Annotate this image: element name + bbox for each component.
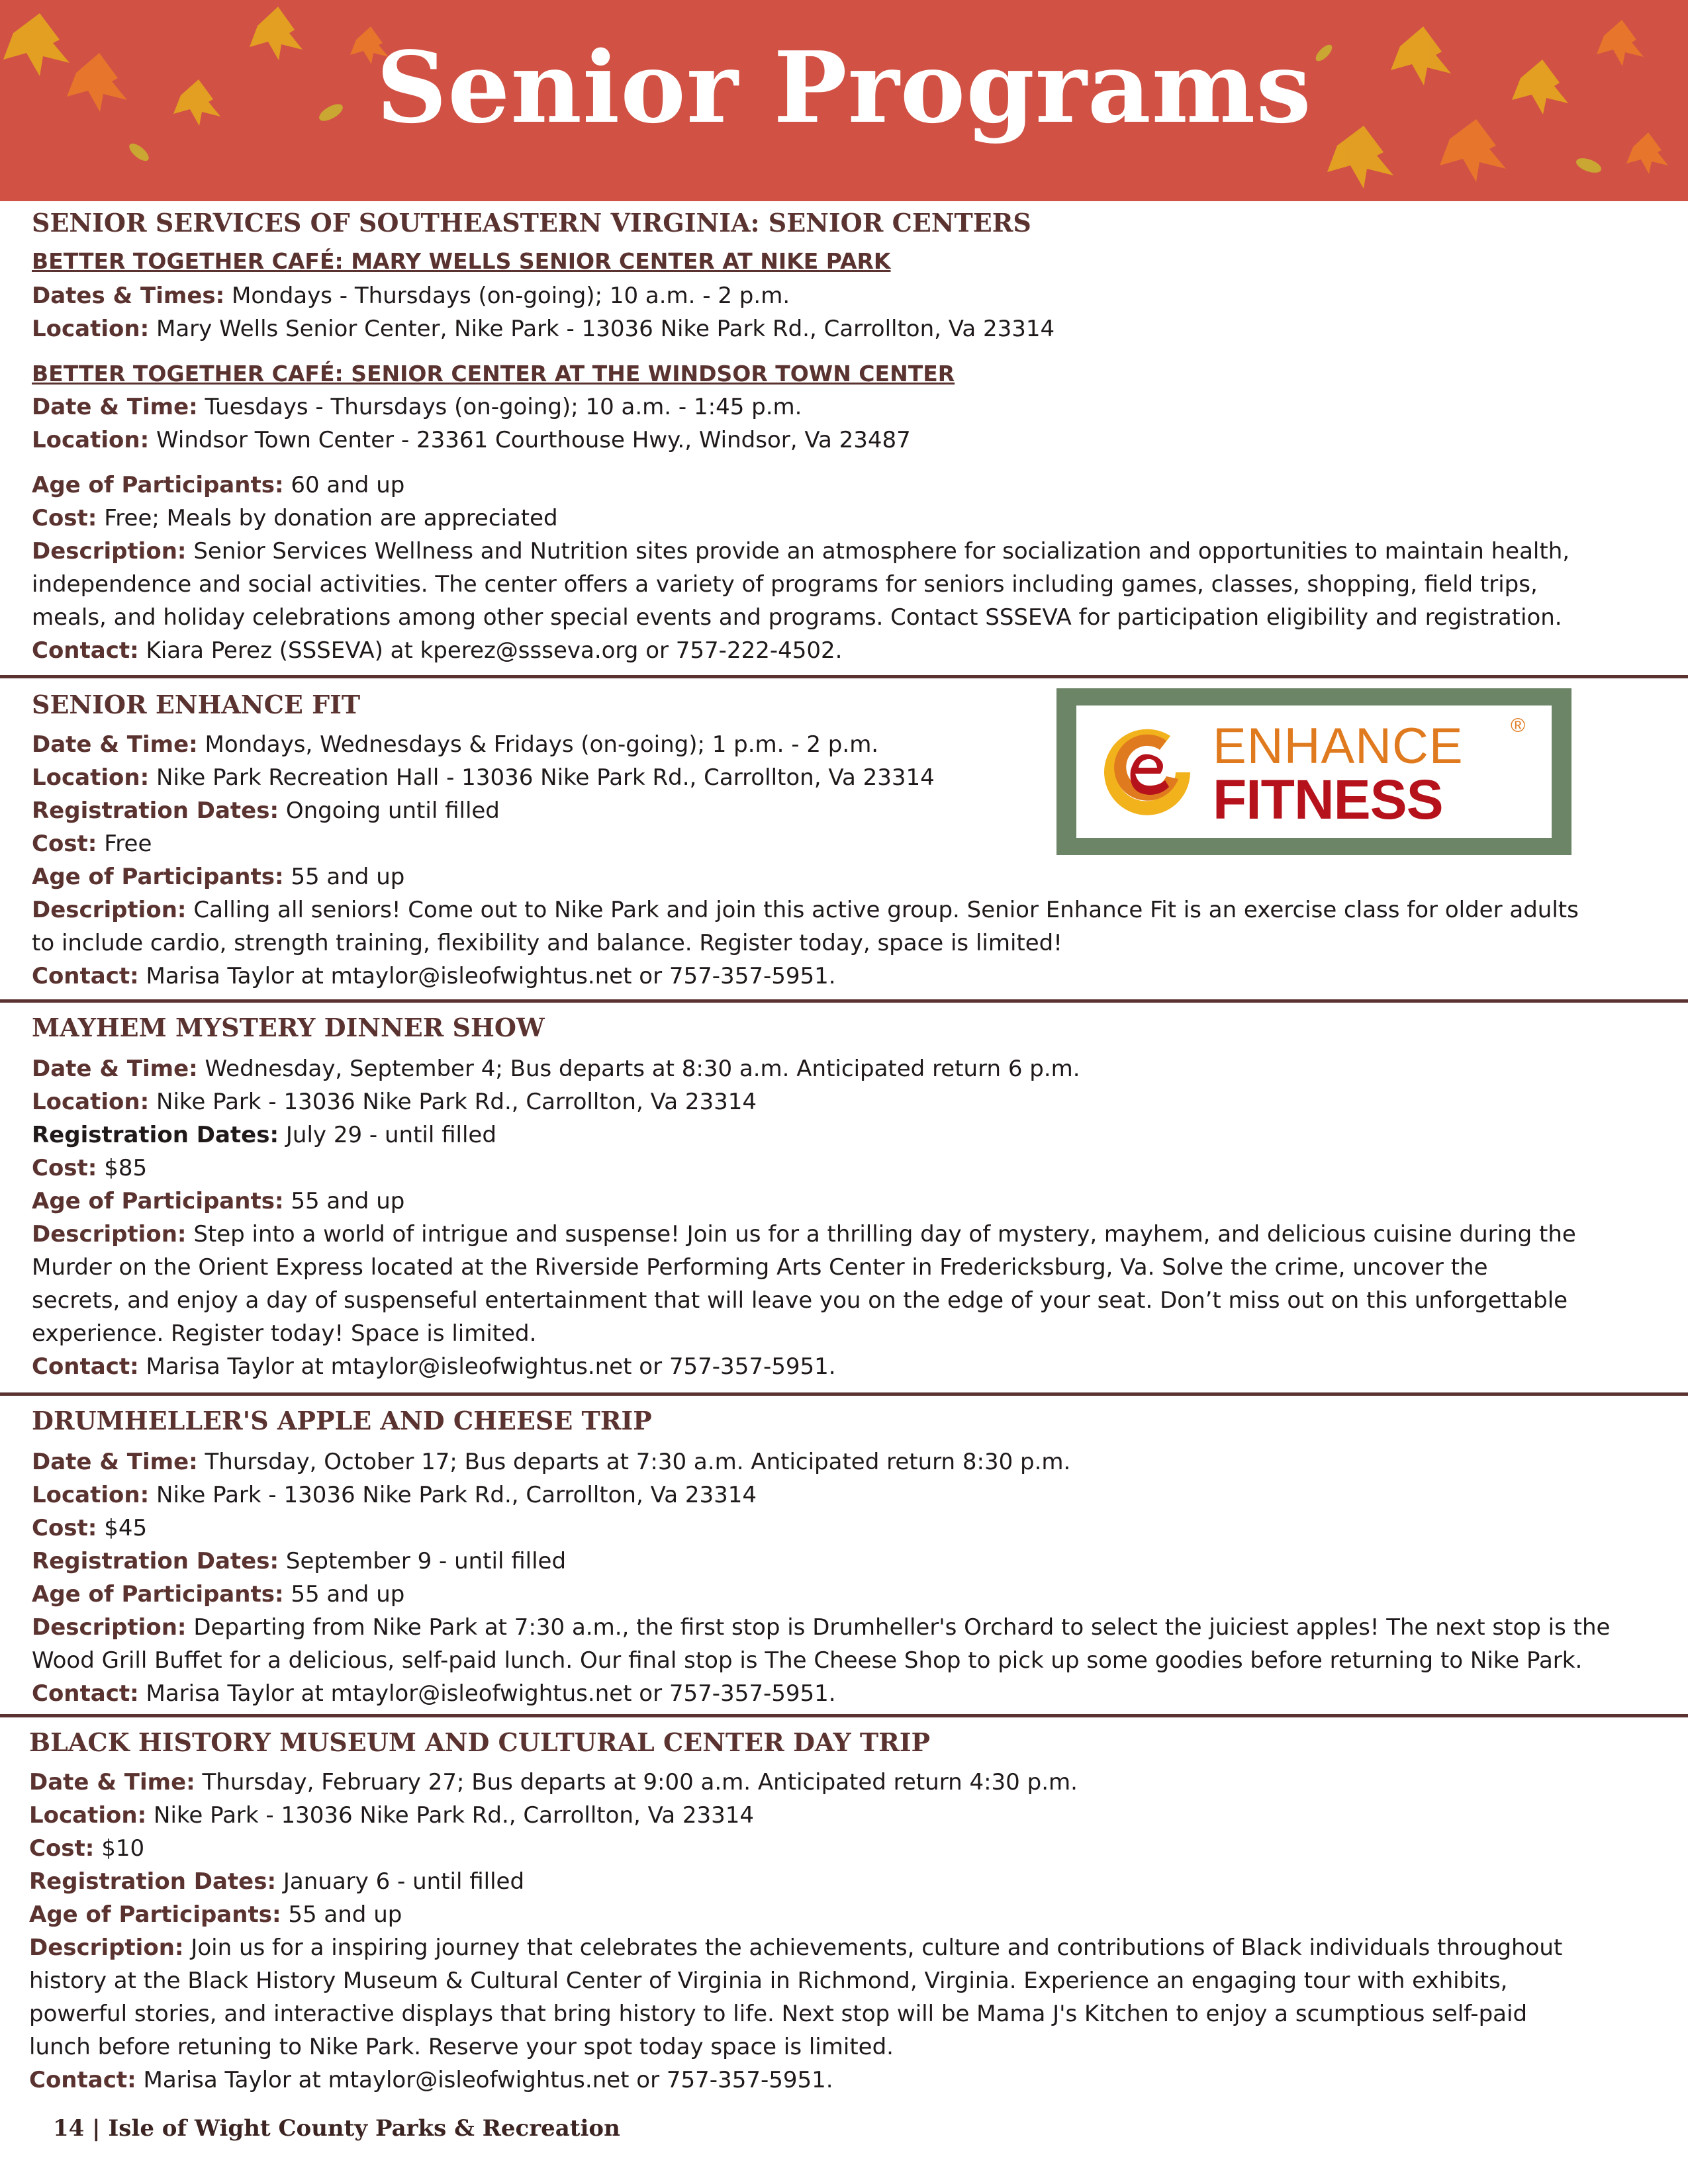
page-footer: 14 | Isle of Wight County Parks & Recreation <box>53 2115 620 2142</box>
registration-row: Registration Dates: July 29 - until filled <box>32 1122 496 1148</box>
registration-row: Registration Dates: September 9 - until filled <box>32 1548 567 1574</box>
location-row: Location: Nike Park - 13036 Nike Park Rd., Carrollton, Va 23314 <box>32 1089 757 1115</box>
logo-word-fitness: FITNESS <box>1213 768 1443 831</box>
description-paragraph: Description: Senior Services Wellness and Nutrition sites provide an atmosphere for socialization and opportunities to maintain health, independence and social activities. The center offers a variety of programs for seniors including games, classes, shopping, field trips, meals, and holiday celebrations among other special events and programs. Contact SSSEVA for participation eligibility and registration. <box>32 538 1570 631</box>
section-divider <box>0 1714 1688 1717</box>
registration-row: Registration Dates: Ongoing until filled <box>32 797 500 824</box>
date-time-row: Date & Time: Thursday, October 17; Bus departs at 7:30 a.m. Anticipated return 8:30 p.m. <box>32 1449 1071 1475</box>
header-banner <box>0 0 1688 201</box>
dates-times-row: Dates & Times: Mondays - Thursdays (on-going); 10 a.m. - 2 p.m. <box>32 283 790 309</box>
date-time-row: Date & Time: Thursday, February 27; Bus departs at 9:00 a.m. Anticipated return 4:30 p.m. <box>29 1769 1078 1796</box>
contact-row: Contact: Kiara Perez (SSSEVA) at kperez@ssseva.org or 757-222-4502. <box>32 637 843 664</box>
description-paragraph: Description: Join us for a inspiring journey that celebrates the achievements, culture and contributions of Black individuals throughout history at the Black History Museum & Cultural Center of Virginia in Richmond, Virginia. Experience an engaging tour with exhibits, powerful stories, and interactive displays that bring history to life. Next stop will be Mama J's Kitchen to enjoy a scumptious self-paid lunch before retuning to Nike Park. Reserve your spot today space is limited. <box>29 1934 1563 2060</box>
subsection-title-windsor: BETTER TOGETHER CAFÉ: SENIOR CENTER AT THE WINDSOR TOWN CENTER <box>32 361 955 387</box>
section-divider <box>0 1392 1688 1396</box>
page-title: Senior Programs <box>376 30 1312 145</box>
cost-row: Cost: Free; Meals by donation are appreciated <box>32 505 558 531</box>
age-row: Age of Participants: 55 and up <box>32 864 405 890</box>
section-title-senior-centers: SENIOR SERVICES OF SOUTHEASTERN VIRGINIA: SENIOR CENTERS <box>32 208 1031 238</box>
section-divider <box>0 999 1688 1003</box>
date-time-row: Date & Time: Tuesdays - Thursdays (on-going); 10 a.m. - 1:45 p.m. <box>32 394 802 420</box>
description-paragraph: Description: Calling all seniors! Come out to Nike Park and join this active group. Senior Enhance Fit is an exercise class for older adults to include cardio, strength training, flexibility and balance. Register today, space is limited! <box>32 897 1579 956</box>
section-title-apple-cheese-trip: DRUMHELLER'S APPLE AND CHEESE TRIP <box>32 1406 652 1435</box>
age-row: Age of Participants: 55 and up <box>32 1188 405 1214</box>
age-row: Age of Participants: 60 and up <box>32 472 405 498</box>
location-row: Location: Nike Park - 13036 Nike Park Rd., Carrollton, Va 23314 <box>32 1482 757 1508</box>
description-paragraph: Description: Step into a world of intrigue and suspense! Join us for a thrilling day of mystery, mayhem, and delicious cuisine during the Murder on the Orient Express located at the Riverside Performing Arts Center in Fredericksburg, Va. Solve the crime, uncover the secrets, and enjoy a day of suspenseful entertainment that will leave you on the edge of your seat. Don’t miss out on this unforgettable experience. Register today! Space is limited. <box>32 1221 1576 1347</box>
contact-row: Contact: Marisa Taylor at mtaylor@isleofwightus.net or 757-357-5951. <box>32 1353 836 1380</box>
contact-row: Contact: Marisa Taylor at mtaylor@isleofwightus.net or 757-357-5951. <box>32 1680 836 1707</box>
location-row: Location: Mary Wells Senior Center, Nike Park - 13036 Nike Park Rd., Carrollton, Va 23314 <box>32 316 1055 342</box>
date-time-row: Date & Time: Wednesday, September 4; Bus departs at 8:30 a.m. Anticipated return 6 p.m. <box>32 1056 1080 1082</box>
enhance-swirl-icon <box>1091 716 1203 829</box>
location-row: Location: Nike Park - 13036 Nike Park Rd., Carrollton, Va 23314 <box>29 1802 755 1829</box>
section-title-mayhem-mystery: MAYHEM MYSTERY DINNER SHOW <box>32 1013 545 1042</box>
date-time-row: Date & Time: Mondays, Wednesdays & Fridays (on-going); 1 p.m. - 2 p.m. <box>32 731 879 758</box>
cost-row: Cost: $45 <box>32 1515 148 1541</box>
cost-row: Cost: $10 <box>29 1835 145 1862</box>
contact-row: Contact: Marisa Taylor at mtaylor@isleofwightus.net or 757-357-5951. <box>32 963 836 989</box>
cost-row: Cost: $85 <box>32 1155 148 1181</box>
location-row: Location: Windsor Town Center - 23361 Courthouse Hwy., Windsor, Va 23487 <box>32 427 911 453</box>
contact-row: Contact: Marisa Taylor at mtaylor@isleofwightus.net or 757-357-5951. <box>29 2067 833 2093</box>
section-title-black-history-trip: BLACK HISTORY MUSEUM AND CULTURAL CENTER DAY TRIP <box>29 1727 931 1757</box>
registration-row: Registration Dates: January 6 - until filled <box>29 1868 525 1895</box>
enhance-fitness-logo <box>1056 688 1571 855</box>
section-divider <box>0 675 1688 678</box>
cost-row: Cost: Free <box>32 831 152 857</box>
location-row: Location: Nike Park Recreation Hall - 13036 Nike Park Rd., Carrollton, Va 23314 <box>32 764 935 791</box>
section-title-enhance-fit: SENIOR ENHANCE FIT <box>32 690 361 719</box>
description-paragraph: Description: Departing from Nike Park at 7:30 a.m., the first stop is Drumheller's Orchard to select the juiciest apples! The next stop is the Wood Grill Buffet for a delicious, self-paid lunch. Our final stop is The Cheese Shop to pick up some goodies before returning to Nike Park. <box>32 1614 1611 1674</box>
logo-word-enhance: ENHANCE <box>1213 718 1464 774</box>
subsection-title-mary-wells: BETTER TOGETHER CAFÉ: MARY WELLS SENIOR CENTER AT NIKE PARK <box>32 248 891 274</box>
logo-registered-mark: ® <box>1511 715 1526 737</box>
age-row: Age of Participants: 55 and up <box>29 1901 402 1928</box>
age-row: Age of Participants: 55 and up <box>32 1581 405 1608</box>
